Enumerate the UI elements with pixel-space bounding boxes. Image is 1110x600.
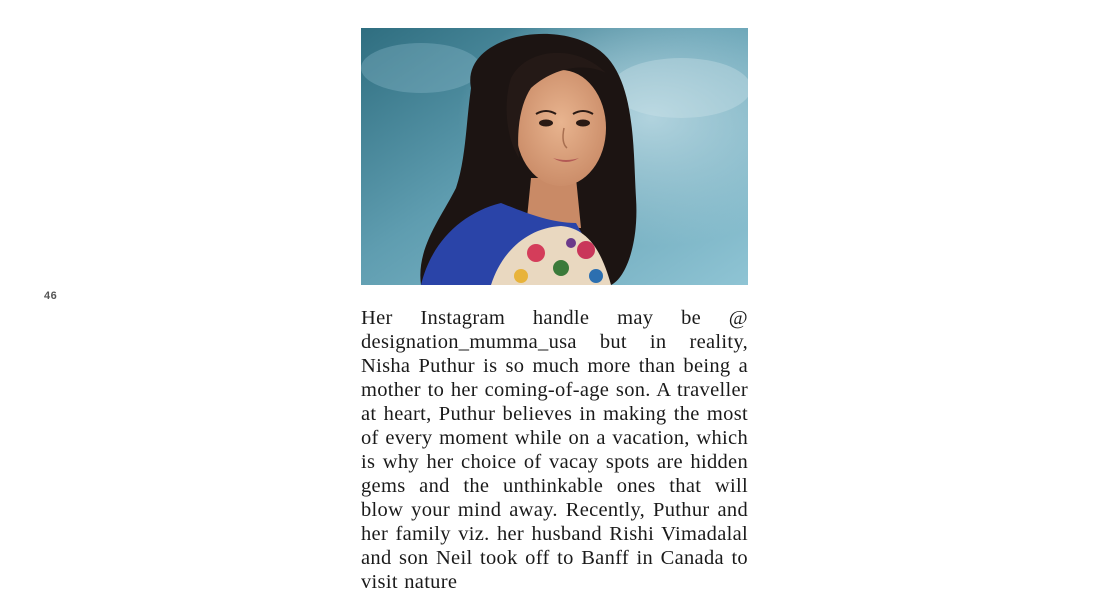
page-number: 46 bbox=[44, 290, 58, 302]
portrait-illustration bbox=[361, 28, 748, 285]
portrait-photo bbox=[361, 28, 748, 285]
article-body-text: Her Instagram handle may be @ designation_mumma_usa but in reality, Nisha Puthur is so much more than being a mother to her coming-of-age son. A traveller at heart, Puthur believes in making the most of every moment while on a vacation, which is why her choice of vacay spots are hidden gems and the unthinkable ones that will blow your mind away. Recently, Puthur and her family viz. her husband Rishi Vimadalal and son Neil took off to Banff in Canada to visit nature bbox=[361, 307, 748, 593]
